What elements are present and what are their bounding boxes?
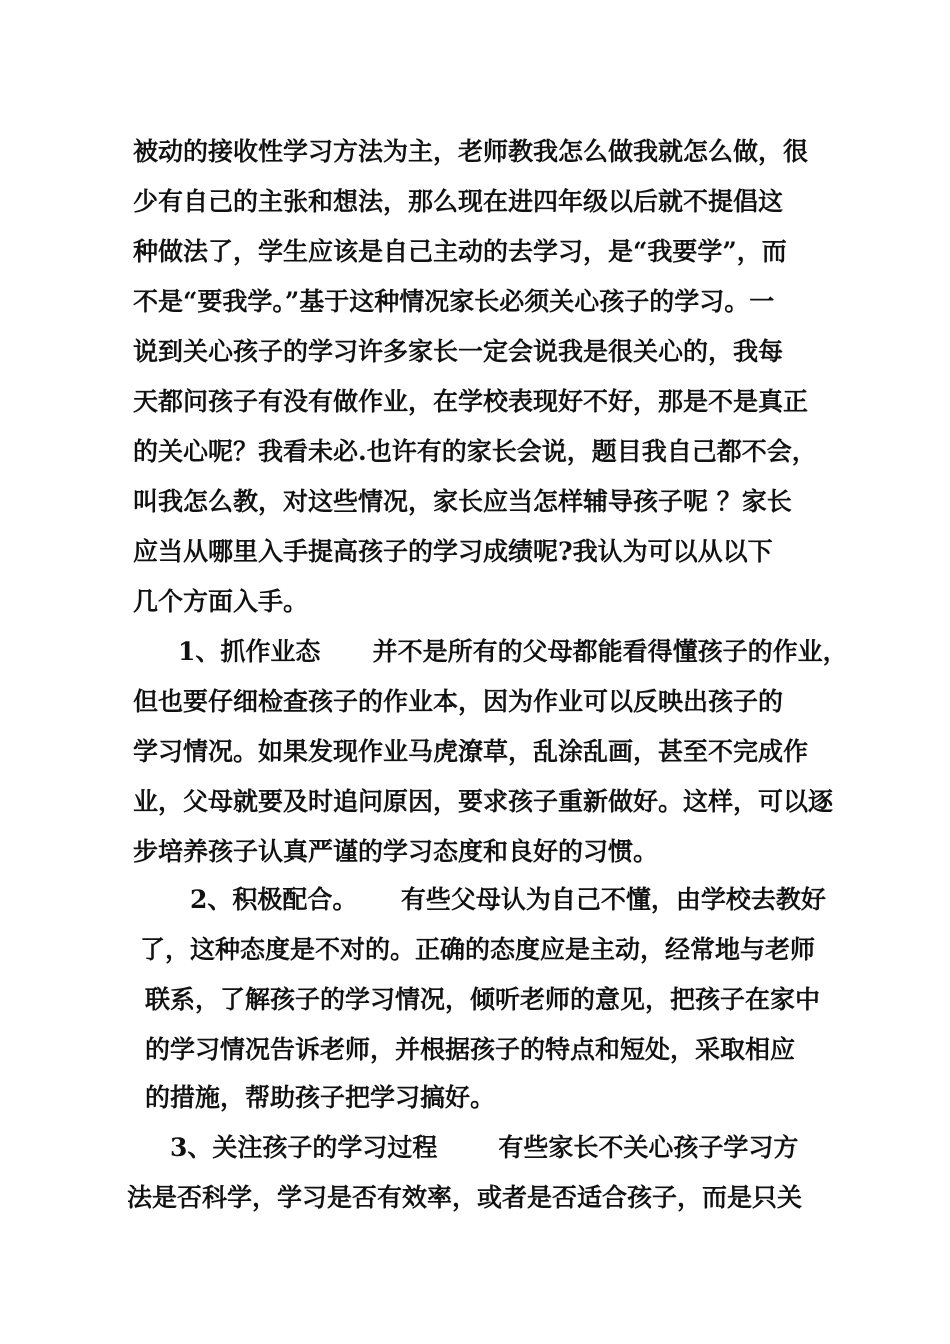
text-line: 叫我怎么教，对这些情况，家长应当怎样辅导孩子呢 ？家长 bbox=[133, 487, 792, 516]
text-line: 联系，了解孩子的学习情况，倾听老师的意见，把孩子在家中 bbox=[145, 985, 821, 1014]
text-line: 少有自己的主张和想法，那么现在进四年级以后就不提倡这 bbox=[133, 187, 784, 216]
text-line: 业，父母就要及时追问原因，要求孩子重新做好。这样，可以逐 bbox=[133, 787, 834, 816]
text-line: 3、关注孩子的学习过程 有些家长不关心孩子学习方 bbox=[170, 1133, 799, 1162]
text-line: 的关心呢？我看未必.也许有的家长会说，题目我自己都不会， bbox=[133, 437, 817, 466]
text-line: 被动的接收性学习方法为主，老师教我怎么做我就怎么做，很 bbox=[133, 137, 809, 166]
text-line: 种做法了，学生应该是自己主动的去学习，是“我要学”，而 bbox=[133, 237, 787, 266]
text-line: 的措施，帮助孩子把学习搞好。 bbox=[145, 1083, 496, 1112]
text-line: 几个方面入手。 bbox=[133, 587, 309, 616]
text-line: 说到关心孩子的学习许多家长一定会说我是很关心的，我每 bbox=[133, 337, 784, 366]
text-line: 的学习情况告诉老师，并根据孩子的特点和短处，采取相应 bbox=[145, 1035, 796, 1064]
text-line: 法是否科学，学习是否有效率，或者是否适合孩子，而是只关 bbox=[127, 1183, 803, 1212]
text-line: 了，这种态度是不对的。正确的态度应是主动，经常地与老师 bbox=[140, 935, 816, 964]
text-line: 但也要仔细检查孩子的作业本，因为作业可以反映出孩子的 bbox=[133, 687, 784, 716]
text-line: 步培养孩子认真严谨的学习态度和良好的习惯。 bbox=[133, 837, 659, 866]
text-line: 2、积极配合。 有些父母认为自己不懂，由学校去教好 bbox=[190, 885, 826, 914]
text-line: 应当从哪里入手提高孩子的学习成绩呢?我认为可以从以下 bbox=[133, 537, 773, 566]
text-line: 学习情况。如果发现作业马虎潦草，乱涂乱画，甚至不完成作 bbox=[133, 737, 809, 766]
text-line: 不是“要我学。”基于这种情况家长必须关心孩子的学习。一 bbox=[133, 287, 775, 316]
text-line: 天都问孩子有没有做作业，在学校表现好不好，那是不是真正 bbox=[133, 387, 809, 416]
text-line: 1、抓作业态 并不是所有的父母都能看得懂孩子的作业， bbox=[178, 637, 848, 666]
